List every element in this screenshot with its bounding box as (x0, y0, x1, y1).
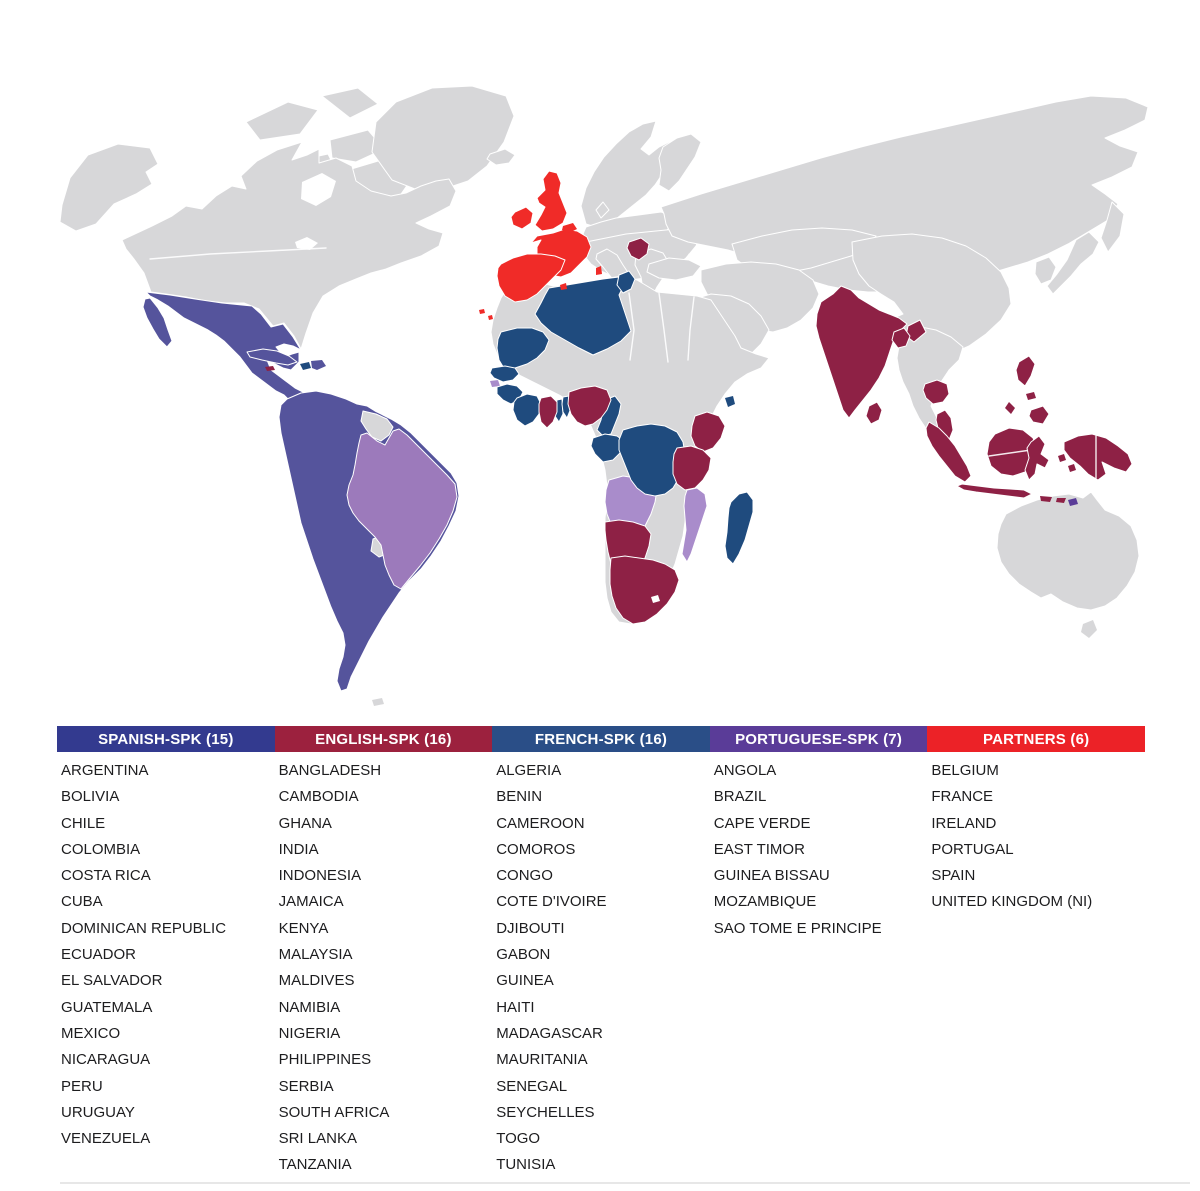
map-ireland (511, 207, 533, 229)
map-finland (659, 134, 701, 191)
legend-country: SEYCHELLES (496, 1103, 595, 1121)
legend-country: VENEZUELA (61, 1130, 151, 1148)
legend-country: SAO TOME E PRINCIPE (713, 919, 882, 937)
legend-country: TOGO (496, 1130, 541, 1148)
map-kenya (691, 412, 725, 452)
legend-country: ANGOLA (713, 762, 777, 779)
legend-country: SERBIA (278, 1077, 334, 1095)
legend-country: ECUADOR (61, 946, 137, 964)
legend-country: MALAYSIA (278, 946, 353, 964)
legend-country: SRI LANKA (278, 1130, 357, 1148)
legend-country: MAURITANIA (496, 1051, 588, 1069)
map-philippines-mindanao (1029, 406, 1049, 424)
legend-country: ALGERIA (496, 762, 562, 779)
legend-country: GHANA (278, 814, 332, 832)
legend-column-partners (927, 758, 1145, 1179)
legend-country: BENIN (496, 788, 543, 806)
legend-country: CHILE (61, 814, 106, 832)
legend-country: MALDIVES (278, 972, 355, 990)
legend-country: CAMBODIA (278, 788, 359, 806)
legend-header-spanish: SPANISH-SPK (15) (57, 726, 275, 752)
legend-header-partners: PARTNERS (6) (927, 726, 1145, 752)
map-falkland-islands (372, 698, 384, 706)
map-senegal (490, 366, 519, 382)
map-australia (997, 492, 1139, 610)
map-dominican-republic (311, 360, 326, 370)
legend-country: GABON (496, 946, 551, 964)
legend-country: NIGERIA (278, 1024, 341, 1042)
bottom-divider (60, 1182, 1190, 1184)
map-philippines-luzon (1016, 356, 1035, 386)
legend-country: IRELAND (931, 814, 997, 832)
legend-country: MEXICO (61, 1024, 121, 1042)
legend-country: GUINEA BISSAU (713, 867, 830, 885)
legend-column-french (492, 758, 710, 1179)
legend-country: BANGLADESH (278, 762, 382, 779)
map-cote-divoire (513, 394, 541, 426)
legend-country: PHILIPPINES (278, 1051, 372, 1069)
legend-country: BRAZIL (713, 788, 767, 806)
map-alaska (60, 144, 158, 231)
legend-country: SOUTH AFRICA (278, 1103, 390, 1121)
legend-header-row (57, 726, 1145, 752)
legend-country: MOZAMBIQUE (713, 893, 817, 911)
map-tanzania (673, 446, 711, 490)
map-south-africa (610, 556, 679, 624)
map-madagascar (725, 492, 753, 564)
legend-header-french: FRENCH-SPK (16) (492, 726, 710, 752)
legend-country: INDONESIA (278, 867, 362, 885)
map-sri-lanka (866, 402, 882, 424)
map-guinea-bissau (490, 380, 500, 387)
legend-country: FRANCE (931, 788, 994, 806)
map-madeira (488, 315, 493, 320)
map-palawan (1005, 402, 1015, 414)
map-djibouti (725, 396, 735, 407)
map-haiti (300, 362, 311, 370)
legend-country: NICARAGUA (61, 1051, 151, 1069)
legend-country: DOMINICAN REPUBLIC (61, 919, 227, 937)
legend-country: GUINEA (496, 972, 554, 990)
map-moluccas (1068, 464, 1076, 472)
map-new-guinea (1064, 434, 1132, 480)
legend-country: INDIA (278, 840, 319, 858)
map-arctic-island (246, 102, 318, 140)
legend-country: PORTUGAL (931, 840, 1014, 858)
legend-country: PERU (61, 1077, 103, 1095)
legend-country: TUNISIA (496, 1156, 556, 1174)
legend-country: SENEGAL (496, 1077, 568, 1095)
legend-country: BOLIVIA (61, 788, 120, 806)
legend-country: CONGO (496, 867, 553, 885)
legend-country: CUBA (61, 893, 103, 911)
map-mozambique (682, 488, 707, 562)
legend-column-english (275, 758, 493, 1179)
legend-column-spanish (57, 758, 275, 1179)
continent-north-america (60, 86, 514, 349)
legend-country: JAMAICA (278, 893, 344, 911)
legend-country: EL SALVADOR (61, 972, 163, 990)
legend-column-portuguese (710, 758, 928, 1179)
legend-table (57, 726, 1145, 1179)
map-canary-islands (479, 309, 485, 314)
map-philippines-visayas (1026, 392, 1036, 400)
legend-country: CAPE VERDE (713, 814, 811, 832)
legend-country: HAITI (496, 998, 535, 1016)
legend-country: COLOMBIA (61, 840, 141, 858)
legend-country: COTE D'IVOIRE (496, 893, 607, 911)
map-black-sea (688, 248, 728, 264)
map-tasmania (1081, 620, 1097, 638)
legend-header-english: ENGLISH-SPK (16) (275, 726, 493, 752)
map-moluccas (1058, 454, 1066, 462)
map-java (957, 484, 1032, 498)
legend-country: BELGIUM (931, 762, 999, 779)
map-united-kingdom (535, 171, 567, 231)
continent-oceania (997, 492, 1139, 638)
legend-country: SPAIN (931, 867, 976, 885)
map-india (816, 286, 907, 418)
map-greenland (372, 86, 514, 189)
legend-country: CAMEROON (496, 814, 585, 832)
legend-body (57, 758, 1145, 1179)
legend-country: TANZANIA (278, 1156, 352, 1174)
legend-country: URUGUAY (61, 1103, 135, 1121)
legend-country: COMOROS (496, 840, 576, 858)
legend-country: UNITED KINGDOM (NI) (931, 893, 1093, 911)
legend-country: ARGENTINA (61, 762, 149, 779)
legend-country: GUATEMALA (61, 998, 153, 1016)
legend-country: COSTA RICA (61, 867, 151, 885)
legend-country: DJIBOUTI (496, 919, 565, 937)
map-ghana (539, 396, 557, 428)
map-arctic-island (322, 88, 378, 118)
legend-header-portuguese: PORTUGUESE-SPK (7) (710, 726, 928, 752)
legend-country: NAMIBIA (278, 998, 341, 1016)
map-balearic-islands (560, 283, 567, 290)
legend-country: EAST TIMOR (713, 840, 805, 858)
legend-country: KENYA (278, 919, 329, 937)
legend-country: MADAGASCAR (496, 1024, 603, 1042)
